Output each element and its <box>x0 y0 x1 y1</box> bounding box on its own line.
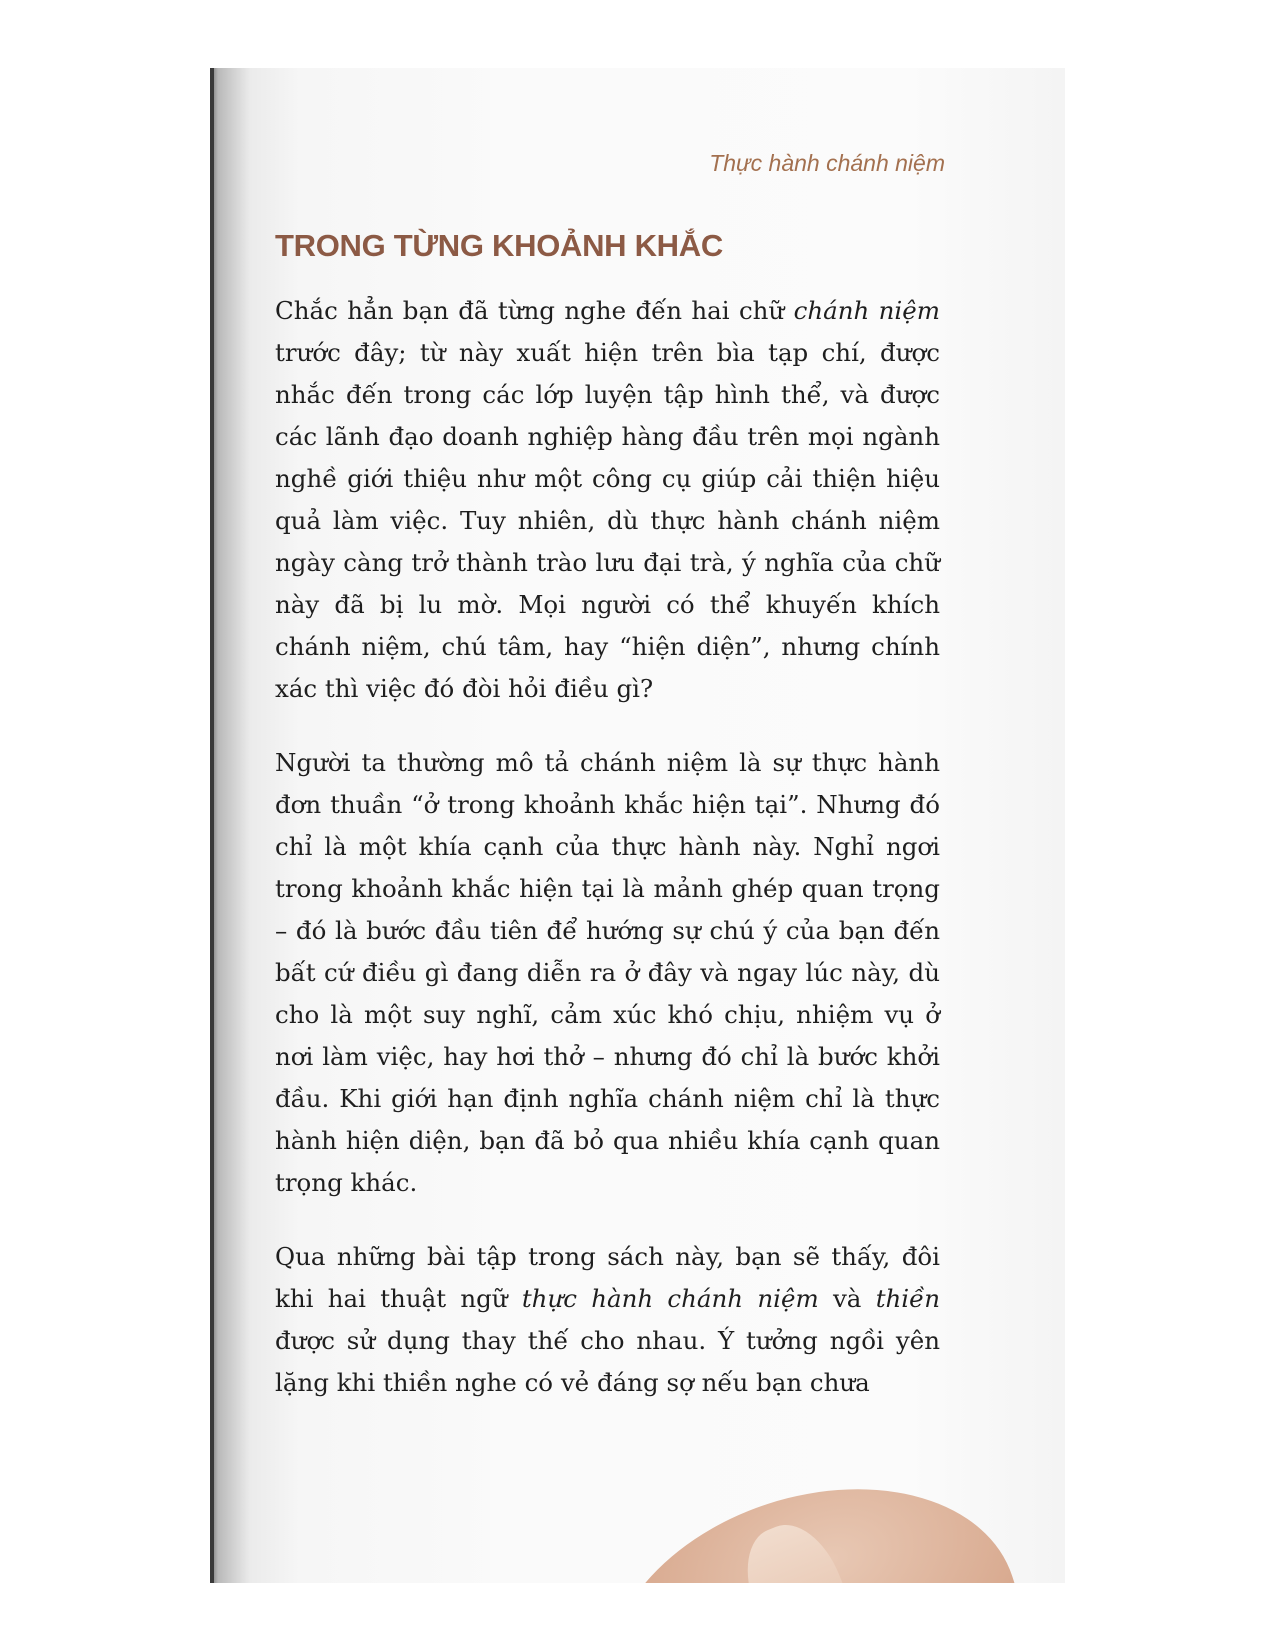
paragraph-1-text-a: Chắc hẳn bạn đã từng nghe đến hai chữ <box>275 296 794 325</box>
paragraph-1-text-c: trước đây; từ này xuất hiện trên bìa tạp chí, được nhắc đến trong các lớp luyện tập hình thể, và được các lãnh đạo doanh nghiệp hàng đầu trên mọi ngành nghề giới thiệu như một công cụ giúp cải thiện hiệu quả làm việc. Tuy nhiên, dù thực hành chánh niệm ngày càng trở thành trào lưu đại trà, ý nghĩa của chữ này đã bị lu mờ. Mọi người có thể khuyến khích chánh niệm, chú tâm, hay “hiện diện”, nhưng chính xác thì việc đó đòi hỏi điều gì? <box>275 338 940 703</box>
paragraph-3-text-c: và <box>818 1284 876 1313</box>
body-text <box>275 290 940 1436</box>
running-header: Thực hành chánh niệm <box>709 150 945 176</box>
paragraph-3-text-a: Qua những bài tập trong sách này, bạn sẽ thấy, đôi khi hai thuật ngữ <box>275 1242 940 1313</box>
paragraph-3-text-e: được sử dụng thay thế cho nhau. Ý tưởng ngồi yên lặng khi thiền nghe có vẻ đáng sợ nếu bạn chưa <box>275 1326 940 1397</box>
paragraph-3-emphasis-1: thực hành chánh niệm <box>521 1284 819 1313</box>
paragraph-3-emphasis-2: thiền <box>875 1284 940 1313</box>
paragraph-1-emphasis: chánh niệm <box>793 296 940 325</box>
paragraph-2: Người ta thường mô tả chánh niệm là sự thực hành đơn thuần “ở trong khoảnh khắc hiện tại”. Nhưng đó chỉ là một khía cạnh của thực hành này. Nghỉ ngơi trong khoảnh khắc hiện tại là mảnh ghép quan trọng – đó là bước đầu tiên để hướng sự chú ý của bạn đến bất cứ điều gì đang diễn ra ở đây và ngay lúc này, dù cho là một suy nghĩ, cảm xúc khó chịu, nhiệm vụ ở nơi làm việc, hay hơi thở – nhưng đó chỉ là bước khởi đầu. Khi giới hạn định nghĩa chánh niệm chỉ là thực hành hiện diện, bạn đã bỏ qua nhiều khía cạnh quan trọng khác. <box>275 748 940 1197</box>
section-title: TRONG TỪNG KHOẢNH KHẮC <box>275 228 723 263</box>
paragraph-1 <box>275 290 940 710</box>
book-page <box>210 68 1065 1583</box>
paragraph-3 <box>275 1236 940 1404</box>
